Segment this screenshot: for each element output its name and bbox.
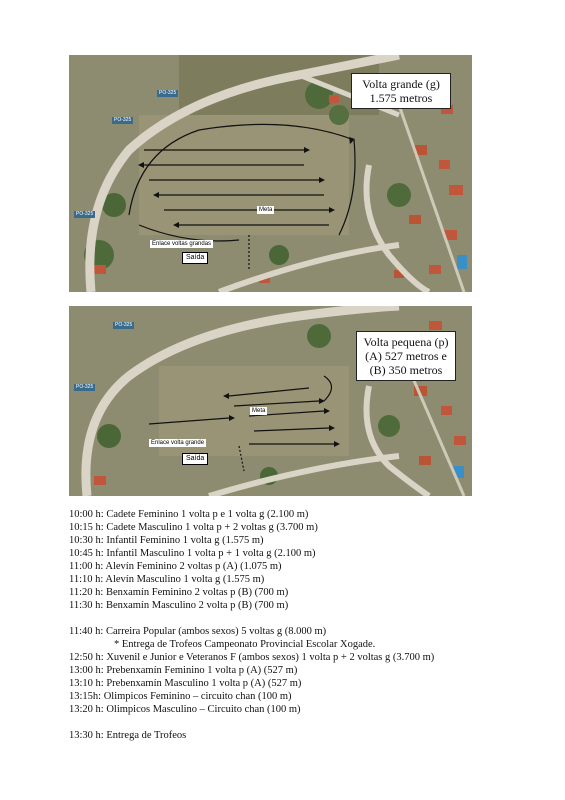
- schedule-line: 11:20 h: Benxamín Feminino 2 voltas p (B) (700 m): [69, 587, 289, 598]
- label-saida: Saída: [182, 252, 208, 264]
- label-enlace: Enlace voltas grandas: [152, 241, 212, 247]
- schedule-line: 10:00 h: Cadete Feminino 1 volta p e 1 volta g (2.100 m): [69, 509, 309, 520]
- schedule-line: 13:15h: Olimpicos Feminino – circuito chan (100 m): [69, 691, 292, 702]
- schedule-line: 10:15 h: Cadete Masculino 1 volta p + 2 voltas g (3.700 m): [69, 522, 318, 533]
- race-schedule: [69, 508, 549, 742]
- schedule-line: 11:30 h: Benxamín Masculino 2 volta p (B) (700 m): [69, 600, 289, 611]
- callout-small-loop: [356, 331, 456, 381]
- spacer: [69, 716, 549, 729]
- map-large-loop: [69, 55, 472, 292]
- callout-distance-a: (A) 527 metros e: [365, 349, 447, 363]
- callout-large-loop: [351, 73, 451, 109]
- schedule-line: 13:20 h: Olimpicos Masculino – Circuito chan (100 m): [69, 704, 301, 715]
- schedule-line: 12:50 h: Xuvenil e Junior e Veteranos F (ambos sexos) 1 volta p + 2 voltas g (3.700 m): [69, 652, 435, 663]
- schedule-line: 10:30 h: Infantil Feminino 1 volta g (1.575 m): [69, 535, 264, 546]
- label-meta: Meta: [259, 207, 273, 213]
- road-tag: PO-325: [76, 384, 94, 390]
- schedule-line: 10:45 h: Infantil Masculino 1 volta p + 1 volta g (2.100 m): [69, 548, 316, 559]
- callout-title: Volta grande (g): [362, 77, 440, 91]
- road-tag: PO-325: [115, 322, 133, 328]
- road-tag: PO-325: [159, 90, 177, 96]
- callout-distance-b: (B) 350 metros: [369, 363, 443, 377]
- schedule-final: 13:30 h: Entrega de Trofeos: [69, 730, 187, 741]
- label-meta: Meta: [252, 408, 266, 414]
- schedule-line: 11:10 h: Alevín Masculino 1 volta g (1.575 m): [69, 574, 265, 585]
- spacer: [69, 612, 549, 625]
- road-tag: PO-325: [114, 117, 132, 123]
- callout-title: Volta pequena (p): [363, 335, 449, 349]
- schedule-note: * Entrega de Trofeos Campeonato Provincial Escolar Xogade.: [114, 639, 376, 650]
- label-saida: Saída: [182, 453, 208, 465]
- callout-distance: 1.575 metros: [369, 91, 433, 105]
- label-enlace: Enlace volta grande: [151, 440, 205, 446]
- schedule-line: 11:00 h: Alevín Feminino 2 voltas p (A) (1.075 m): [69, 561, 282, 572]
- schedule-line: 11:40 h: Carreira Popular (ambos sexos) 5 voltas g (8.000 m): [69, 626, 327, 637]
- map-small-loop: [69, 306, 472, 496]
- schedule-line: 13:00 h: Prebenxamín Feminino 1 volta p (A) (527 m): [69, 665, 298, 676]
- road-tag: PO-325: [76, 211, 94, 217]
- schedule-line: 13:10 h: Prebenxamín Masculino 1 volta p (A) (527 m): [69, 678, 302, 689]
